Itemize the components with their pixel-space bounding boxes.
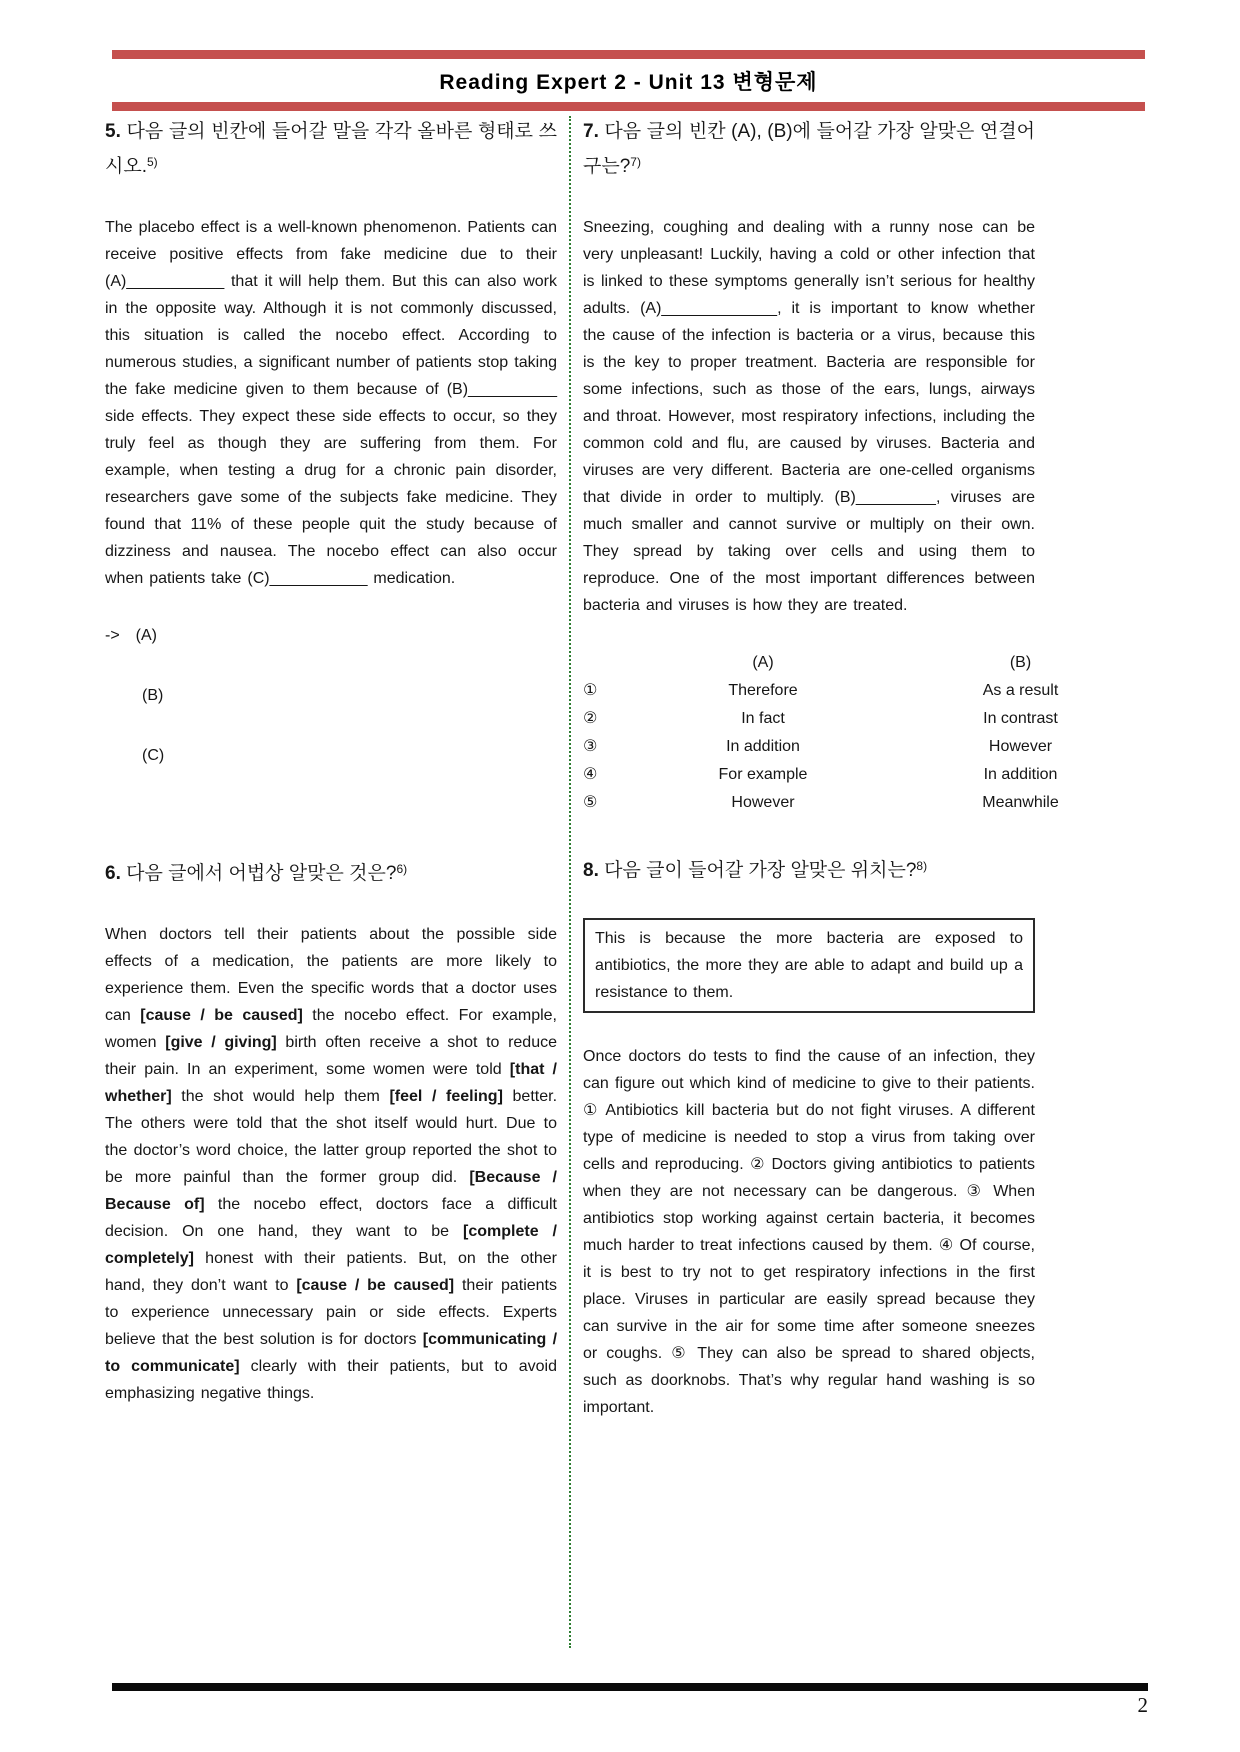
option-a-value: In addition (726, 738, 800, 755)
passage-text: better. The others were told that the shot itself would hurt. Due to the doctor’s word choice, the latter group reported the shot to be more painful than the former group did. (105, 1088, 558, 1186)
option-b-value: Meanwhile (982, 794, 1059, 811)
option-a-value: However (731, 794, 795, 811)
question-5-passage: The placebo effect is a well-known phenomenon. Patients can receive positive effects from fake medicine due to their (A)___________ that it will help them. But this can also work in the opposite way. Although it is not commonly discussed, this situation is called the nocebo effect. According to numerous studies, a significant number of patients stop taking the fake medicine given to them because of (B)__________ side effects. They expect these side effects to occur, so they truly feel as though they are suffering from them. For example, when testing a drug for a chronic pain disorder, researchers gave some of the subjects fake medicine. They found that 11% of these people quit the study because of dizziness and nausea. The nocebo effect can also occur when patients take (C)___________ medication. (105, 219, 557, 587)
header-rule-top (112, 50, 1145, 59)
header-rule-bottom (112, 102, 1145, 111)
content-columns (105, 116, 1059, 1648)
option-a-value: For example (718, 766, 808, 783)
option-number: ③ (583, 738, 598, 755)
passage-text: the nocebo effect. For example, women (105, 1007, 558, 1051)
grammar-choice-bracket: [that / whether] (105, 1061, 557, 1105)
passage-text: birth often receive a shot to reduce their pain. In an experiment, some women were told (105, 1034, 557, 1078)
footnote-marker: 5) (147, 155, 158, 169)
grammar-choice-bracket: [cause / be caused] (296, 1277, 455, 1294)
passage-text: the shot would help them (171, 1088, 390, 1105)
option-column-a-header: (A) (752, 654, 774, 671)
answer-line-a (105, 622, 557, 649)
footnote-marker: 8) (916, 859, 928, 873)
grammar-choice-bracket: [complete / completely] (105, 1223, 557, 1267)
options-header-row (583, 649, 1138, 677)
option-number: ④ (583, 766, 598, 783)
option-row (583, 677, 1138, 705)
question-7 (583, 116, 1059, 817)
column-right (583, 116, 1059, 1648)
footnote-marker: 7) (630, 155, 641, 169)
answer-label-b: (B) (142, 687, 164, 704)
question-6-header (105, 854, 557, 889)
option-row (583, 733, 1138, 761)
passage-text: their patients to experience unnecessary pain or side effects. Experts believe that the best solution is for doctors (105, 1277, 557, 1348)
question-5 (105, 116, 557, 854)
option-a-value: In fact (741, 710, 785, 727)
question-prompt: 다음 글의 빈칸에 들어갈 말을 각각 올바른 형태로 쓰시오. (105, 121, 557, 177)
options-rows (583, 677, 1138, 817)
option-row (583, 789, 1138, 817)
question-prompt: 다음 글에서 어법상 알맞은 것은? (120, 863, 397, 884)
question-number: 6. (105, 863, 121, 884)
question-number: 8. (583, 860, 599, 881)
insert-sentence-box: This is because the more bacteria are exposed to antibiotics, the more they are able to adapt and build up a resistance to them. (583, 918, 1035, 1013)
answer-label-c: (C) (142, 747, 165, 764)
footnote-marker: 6) (396, 862, 408, 876)
page-number: 2 (1137, 1693, 1148, 1717)
question-number: 5. (105, 121, 121, 142)
question-8-header (583, 851, 1035, 886)
answer-line-b (105, 682, 557, 709)
option-b-value: However (988, 738, 1053, 755)
option-row (583, 705, 1138, 733)
column-left (105, 116, 557, 1648)
grammar-choice-bracket: [Because / Because of] (105, 1169, 557, 1213)
document-title: Reading Expert 2 - Unit 13 변형문제 (439, 71, 818, 94)
option-number: ② (583, 710, 598, 727)
answer-label-a: (A) (135, 627, 157, 644)
question-7-header (583, 116, 1035, 182)
option-b-value: In contrast (983, 710, 1058, 727)
option-number: ⑤ (583, 794, 598, 811)
grammar-choice-bracket: [feel / feeling] (389, 1088, 503, 1105)
passage-text: the nocebo effect, doctors face a difficult decision. On one hand, they want to be (105, 1196, 557, 1240)
question-5-header (105, 116, 557, 182)
spacer (105, 797, 557, 854)
option-a-value: Therefore (728, 682, 798, 699)
arrow-marker: -> (105, 627, 120, 644)
question-prompt: 다음 글이 들어갈 가장 알맞은 위치는? (598, 860, 917, 881)
options-table (583, 649, 1138, 817)
footer-rule (112, 1683, 1148, 1691)
page-header (112, 50, 1145, 111)
option-number-spacer (583, 649, 623, 677)
answer-line-c (105, 742, 557, 769)
grammar-choice-bracket: [give / giving] (165, 1034, 277, 1051)
grammar-choice-bracket: [communicating / to communicate] (105, 1331, 558, 1375)
question-number: 7. (583, 121, 599, 142)
option-row (583, 761, 1138, 789)
column-divider (557, 116, 583, 1648)
question-8 (583, 851, 1035, 1421)
option-b-value: In addition (983, 766, 1058, 783)
grammar-choice-bracket: [cause / be caused] (140, 1007, 303, 1024)
question-7-passage: Sneezing, coughing and dealing with a runny nose can be very unpleasant! Luckily, having a cold or other infection that is linked to these symptoms generally isn’t serious for healthy adults. (A)_____________, it is important to know whether the cause of the infection is bacteria or a virus, because this is the key to proper treatment. Bacteria are responsible for some infections, such as those of the ears, lungs, airways and throat. However, most respiratory infections, including the common cold and flu, are caused by viruses. Bacteria and viruses are very different. Bacteria are one-celled organisms that divide in order to multiply. (B)_________, viruses are much smaller and cannot survive or multiply on their own. They spread by taking over cells and using them to reproduce. One of the most important differences between bacteria and viruses is how they are treated. (583, 219, 1035, 614)
question-5-answers (105, 622, 557, 769)
option-column-b-header: (B) (1009, 654, 1032, 671)
passage-text: clearly with their patients, but to avoid emphasizing negative things. (105, 1358, 558, 1402)
passage-text: honest with their patients. But, on the other hand, they don’t want to (105, 1250, 557, 1294)
question-prompt: 다음 글의 빈칸 (A), (B)에 들어갈 가장 알맞은 연결어구는? (583, 121, 1035, 177)
question-6-passage (105, 921, 557, 1407)
option-b-value: As a result (982, 682, 1059, 699)
question-6 (105, 854, 557, 1407)
question-8-passage: Once doctors do tests to find the cause of an infection, they can figure out which kind of medicine to give to their patients. ① Antibiotics kill bacteria but do not fight viruses. A different type of medicine is needed to stop a virus from taking over cells and reproducing. ② Doctors giving antibiotics to patients when they are not necessary can be dangerous. ③ When antibiotics stop working against certain bacteria, it becomes much harder to treat infections caused by them. ④ Of course, it is best to try not to get respiratory infections in the first place. Viruses in particular are easily spread because they can survive in the air for some time after someone sneezes or coughs. ⑤ They can also be spread to shared objects, such as doorknobs. That’s why regular hand washing is so important. (583, 1048, 1035, 1416)
passage-text: When doctors tell their patients about the possible side effects of a medication, the patients are more likely to experience them. Even the specific words that a doctor uses can (105, 926, 557, 1024)
option-number: ① (583, 682, 598, 699)
